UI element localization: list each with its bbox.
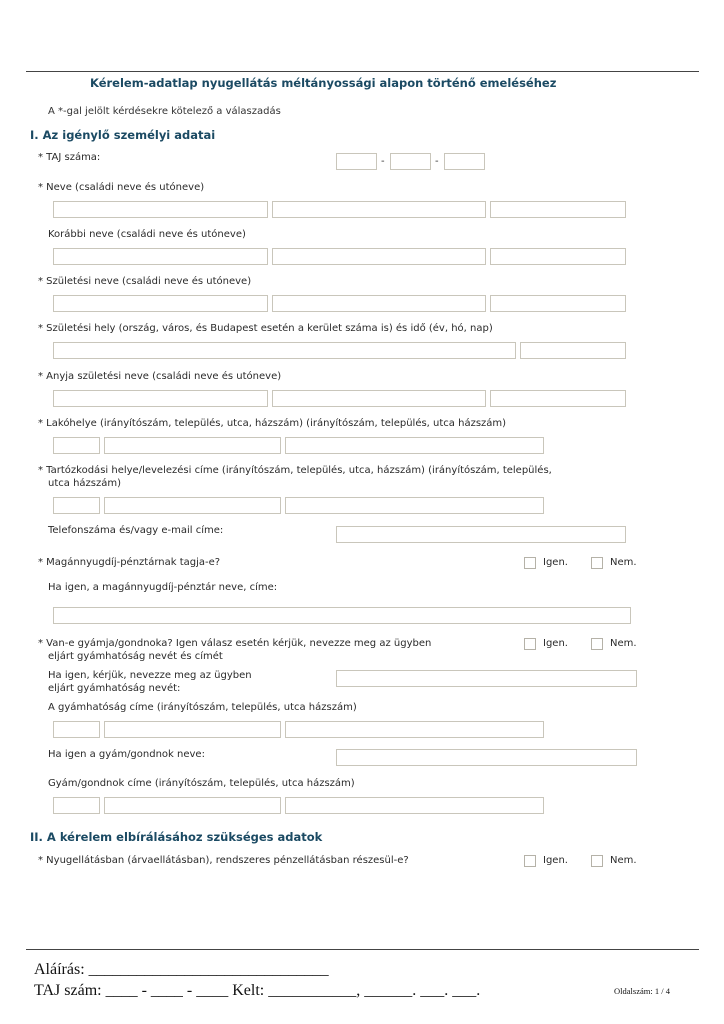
taj-part-1-input[interactable] [336, 153, 377, 170]
pension-fund-yes-checkbox[interactable] [524, 557, 536, 569]
stay-street-field[interactable] [285, 497, 544, 514]
birth-date-field[interactable] [520, 342, 626, 359]
pension-yes-label: Igen. [543, 855, 568, 866]
guardian-yes-label: Igen. [543, 638, 568, 649]
fund-name-field[interactable] [53, 607, 631, 624]
pension-no-checkbox[interactable] [591, 855, 603, 867]
guardian-street-field[interactable] [285, 797, 544, 814]
footer-rule [26, 949, 699, 950]
pension-fund-no-checkbox[interactable] [591, 557, 603, 569]
prev-name-field-1[interactable] [53, 248, 268, 265]
authority-name-field[interactable] [336, 670, 637, 687]
mother-name-field-1[interactable] [53, 390, 268, 407]
taj-date-line: TAJ szám: ____ - ____ - ____ Kelt: ___________, ______. ___. ___. [34, 982, 481, 999]
authority-address-label: A gyámhatóság címe (irányítószám, település, utca házszám) [48, 702, 357, 713]
birth-name-field-3[interactable] [490, 295, 626, 312]
phone-email-field[interactable] [336, 526, 626, 543]
prev-name-label: Korábbi neve (családi neve és utóneve) [48, 229, 246, 240]
birth-place-label: * Születési hely (ország, város, és Budapest esetén a kerület száma is) és idő (év, hó, nap) [38, 323, 493, 334]
guardian-no-checkbox[interactable] [591, 638, 603, 650]
guardian-city-field[interactable] [104, 797, 281, 814]
residence-zip-field[interactable] [53, 437, 100, 454]
taj-part-2-input[interactable] [390, 153, 431, 170]
guardian-name-field[interactable] [336, 749, 637, 766]
authority-label-line-2: eljárt gyámhatóság nevét: [48, 683, 181, 694]
mother-name-label: * Anyja születési neve (családi neve és utóneve) [38, 371, 282, 382]
pension-fund-no-label: Nem. [610, 557, 637, 568]
page-number: Oldalszám: 1 / 4 [614, 986, 670, 996]
section-1-heading: I. Az igénylő személyi adatai [30, 128, 216, 142]
guardian-name-label: Ha igen a gyám/gondnok neve: [48, 749, 205, 760]
pension-no-label: Nem. [610, 855, 637, 866]
residence-street-field[interactable] [285, 437, 544, 454]
name-field-2[interactable] [272, 201, 486, 218]
stay-zip-field[interactable] [53, 497, 100, 514]
prev-name-field-3[interactable] [490, 248, 626, 265]
taj-dash-2: - [435, 156, 439, 167]
pension-fund-yes-label: Igen. [543, 557, 568, 568]
birth-name-field-1[interactable] [53, 295, 268, 312]
top-rule [26, 71, 699, 72]
guardian-no-label: Nem. [610, 638, 637, 649]
name-field-1[interactable] [53, 201, 268, 218]
phone-label: Telefonszáma és/vagy e-mail címe: [48, 525, 224, 536]
authority-label-line-1: Ha igen, kérjük, nevezze meg az ügyben [48, 670, 252, 681]
guardian-yes-checkbox[interactable] [524, 638, 536, 650]
name-field-3[interactable] [490, 201, 626, 218]
pension-question-label: * Nyugellátásban (árvaellátásban), rendszeres pénzellátásban részesül-e? [38, 855, 409, 866]
section-2-heading: II. A kérelem elbírálásához szükséges adatok [30, 830, 323, 844]
birth-place-field[interactable] [53, 342, 516, 359]
taj-dash-1: - [381, 156, 385, 167]
stay-label-line-2: utca házszám) [48, 478, 122, 489]
prev-name-field-2[interactable] [272, 248, 486, 265]
fund-name-label: Ha igen, a magánnyugdíj-pénztár neve, címe: [48, 582, 278, 593]
taj-part-3-input[interactable] [444, 153, 485, 170]
required-note: A *-gal jelölt kérdésekre kötelező a válaszadás [48, 106, 281, 117]
guardian-question-line-2: eljárt gyámhatóság nevét és címét [48, 651, 223, 662]
residence-city-field[interactable] [104, 437, 281, 454]
guardian-question-line-1: * Van-e gyámja/gondnoka? Igen válasz esetén kérjük, nevezze meg az ügyben [38, 638, 432, 649]
form-title: Kérelem-adatlap nyugellátás méltányossági alapon történő emeléséhez [90, 76, 557, 90]
mother-name-field-2[interactable] [272, 390, 486, 407]
authority-zip-field[interactable] [53, 721, 100, 738]
guardian-zip-field[interactable] [53, 797, 100, 814]
stay-label-line-1: * Tartózkodási helye/levelezési címe (irányítószám, település, utca, házszám) (irányítószám, település, [38, 465, 552, 476]
pension-fund-label: * Magánnyugdíj-pénztárnak tagja-e? [38, 557, 221, 568]
residence-label: * Lakóhelye (irányítószám, település, utca, házszám) (irányítószám, település, utca házszám) [38, 418, 507, 429]
authority-street-field[interactable] [285, 721, 544, 738]
stay-city-field[interactable] [104, 497, 281, 514]
birth-name-field-2[interactable] [272, 295, 486, 312]
mother-name-field-3[interactable] [490, 390, 626, 407]
birth-name-label: * Születési neve (családi neve és utóneve) [38, 276, 252, 287]
name-label: * Neve (családi neve és utóneve) [38, 182, 205, 193]
taj-label: * TAJ száma: [38, 152, 101, 163]
signature-line: Aláírás: ______________________________ [34, 961, 329, 978]
authority-city-field[interactable] [104, 721, 281, 738]
pension-yes-checkbox[interactable] [524, 855, 536, 867]
guardian-address-label: Gyám/gondnok címe (irányítószám, település, utca házszám) [48, 778, 355, 789]
